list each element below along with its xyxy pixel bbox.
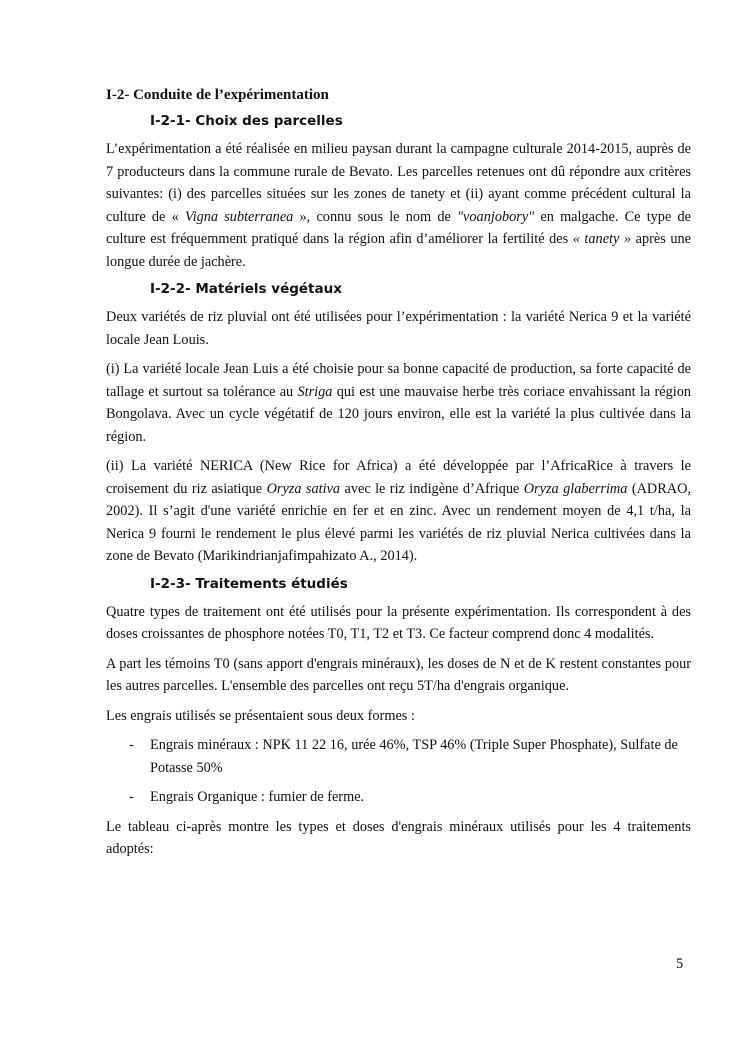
list-item: - Engrais minéraux : NPK 11 22 16, urée 46%, TSP 46% (Triple Super Phosphate), Sulfate de Potasse 50%	[106, 734, 691, 779]
paragraph-traitements: Quatre types de traitement ont été utilisés pour la présente expérimentation. Ils correspondent à des doses croissantes de phosphore notées T0, T1, T2 et T3. Ce facteur comprend donc 4 modalités.	[106, 603, 691, 642]
list-item: - Engrais Organique : fumier de ferme.	[106, 786, 691, 809]
subsection-heading-choix-parcelles: I-2-1- Choix des parcelles	[150, 113, 343, 129]
page-number: 5	[676, 956, 684, 972]
bullet-dash: -	[129, 789, 134, 805]
bullet-dash: -	[129, 737, 134, 753]
paragraph-engrais-formes: Les engrais utilisés se présentaient sous deux formes :	[106, 707, 415, 724]
paragraph-jean-louis: (i) La variété locale Jean Luis a été choisie pour sa bonne capacité de production, sa forte capacité de tallage et surtout sa tolérance au Striga qui est une mauvaise herbe très coriace envahissant la région Bongolava. Avec un cycle végétatif de 120 jours environ, elle est la variété la plus cultivée dans la région.	[106, 361, 691, 445]
italic-oryza-sativa: Oryza sativa	[266, 480, 341, 497]
paragraph-tableau-intro: Le tableau ci-après montre les types et doses d'engrais minéraux utilisés pour les 4 traitements adoptés:	[106, 818, 691, 857]
engrais-list	[106, 734, 691, 809]
section-heading: I-2- Conduite de l’expérimentation	[106, 87, 329, 103]
subsection-heading-materiels: I-2-2- Matériels végétaux	[150, 281, 342, 297]
subsection-heading-traitements: I-2-3- Traitements étudiés	[150, 575, 348, 592]
paragraph-nerica: (ii) La variété NERICA (New Rice for Africa) a été développée par l’AfricaRice à travers le croisement du riz asiatique Oryza sativa avec le riz indigène d’Afrique Oryza glaberrima (ADRAO, 2002). Il s’agit d'une variété enrichie en fer et en zinc. Avec un rendement moyen de 4,1 t/ha, la Nerica 9 fourni le rendement le plus élevé parmi les variétés de riz pluvial Nerica cultivées dans la zone de Bevato (Marikindrianjafimpahizato A., 2014).	[106, 458, 692, 564]
italic-voanjobory: "voanjobory"	[457, 208, 535, 225]
paragraph-choix-parcelles: L’expérimentation a été réalisée en milieu paysan durant la campagne culturale 2014-2015, auprès de 7 producteurs dans la commune rurale de Bevato. Les parcelles retenues ont dû répondre aux critères suivantes: (i) des parcelles situées sur les zones de tanety et (ii) ayant comme précédent cultural la culture de « Vigna subterranea », connu sous le nom de "voanjobory" en malgache. Ce type de culture est fréquemment pratiqué dans la région afin d’améliorer la fertilité des « tanety » après une longue durée de jachère.	[106, 141, 691, 270]
italic-tanety: « tanety »	[572, 231, 632, 247]
paragraph-temoins: A part les témoins T0 (sans apport d'engrais minéraux), les doses de N et de K restent constantes pour les autres parcelles. L'ensemble des parcelles ont reçu 5T/ha d'engrais organique.	[106, 655, 691, 694]
document-page	[106, 86, 691, 868]
paragraph-varietes: Deux variétés de riz pluvial ont été utilisées pour l’expérimentation : la variété Nerica 9 et la variété locale Jean Louis.	[106, 309, 691, 348]
italic-vigna: Vigna subterranea	[184, 208, 294, 225]
italic-oryza-glaberrima: Oryza glaberrima	[523, 480, 628, 497]
italic-striga: Striga	[297, 383, 333, 400]
